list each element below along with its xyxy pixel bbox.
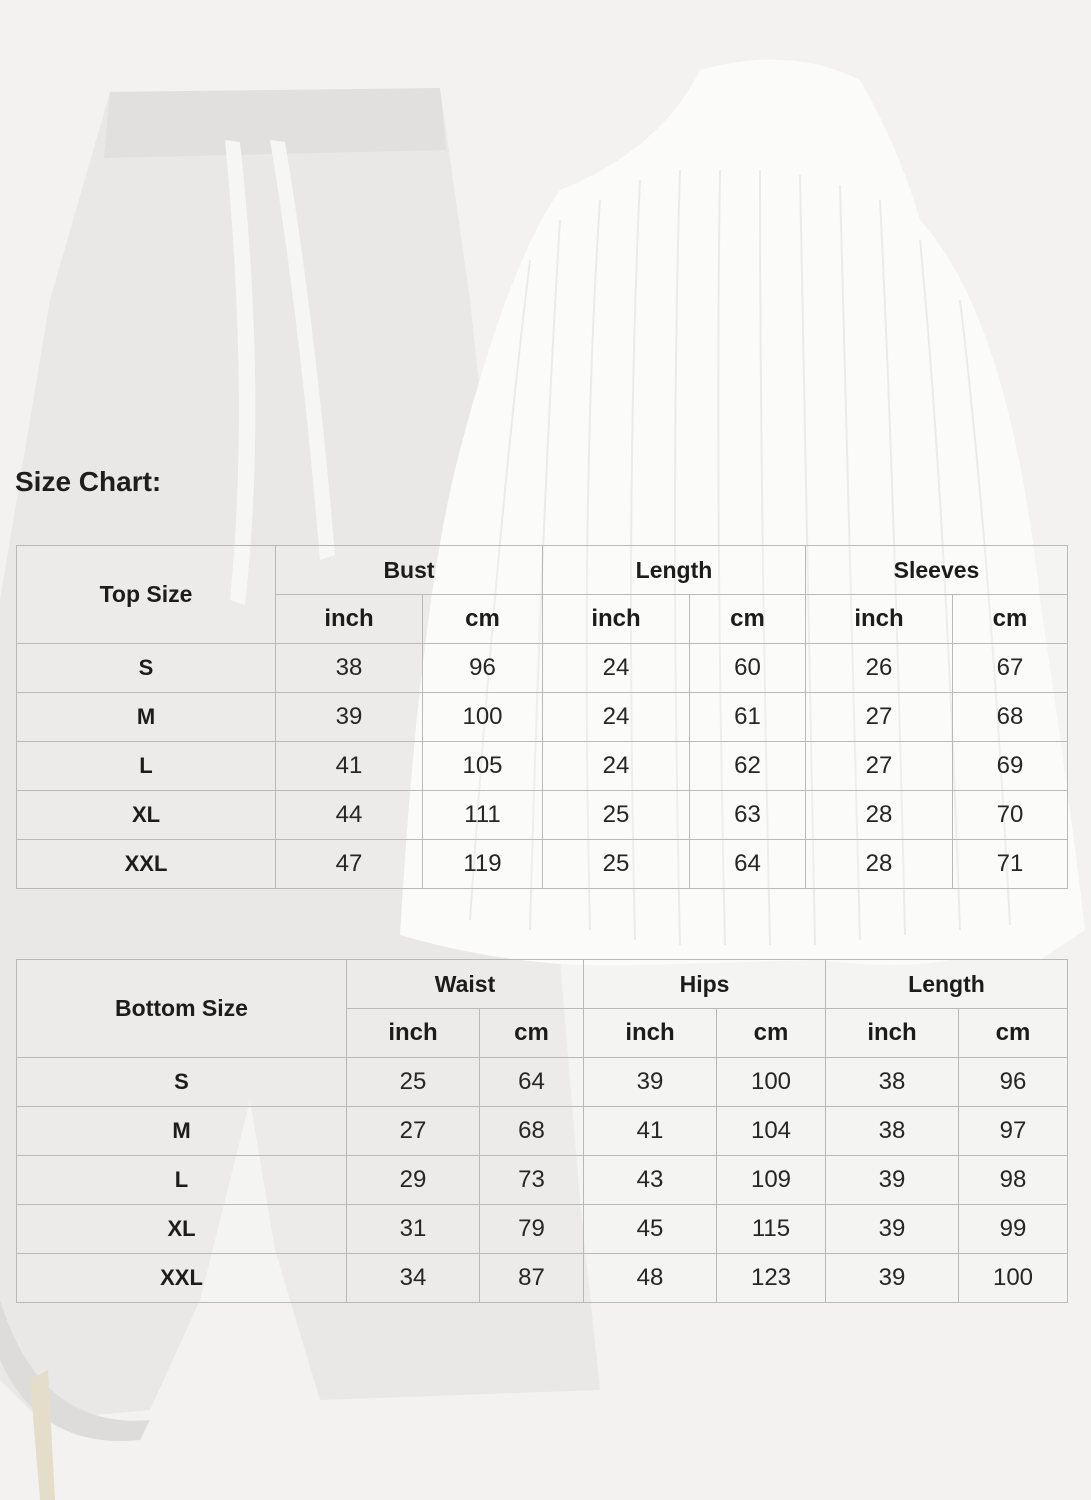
table-header-row [17, 960, 1068, 1009]
table-cell: 68 [953, 693, 1068, 742]
bottom-size-table [16, 959, 1068, 1303]
top-size-table [16, 545, 1068, 889]
table-cell: 39 [826, 1254, 959, 1303]
table-cell: 28 [806, 791, 953, 840]
unit-header: inch [826, 1009, 959, 1058]
table-cell: 24 [543, 693, 690, 742]
top-size-header: Top Size [17, 546, 276, 644]
table-header-row [17, 546, 1068, 595]
table-cell: 68 [480, 1107, 584, 1156]
size-label: XL [17, 791, 276, 840]
table-cell: 63 [690, 791, 806, 840]
size-label: XXL [17, 840, 276, 889]
table-cell: 24 [543, 742, 690, 791]
size-label: XXL [17, 1254, 347, 1303]
unit-header: cm [423, 595, 543, 644]
table-cell: 45 [584, 1205, 717, 1254]
table-cell: 73 [480, 1156, 584, 1205]
size-label: S [17, 1058, 347, 1107]
table-cell: 48 [584, 1254, 717, 1303]
table-cell: 79 [480, 1205, 584, 1254]
table-cell: 99 [959, 1205, 1068, 1254]
unit-header: inch [584, 1009, 717, 1058]
table-cell: 47 [276, 840, 423, 889]
table-cell: 96 [423, 644, 543, 693]
page-title: Size Chart: [15, 466, 162, 497]
unit-header: inch [543, 595, 690, 644]
sleeves-header: Sleeves [806, 546, 1068, 595]
table-row [17, 1107, 1068, 1156]
size-label: L [17, 1156, 347, 1205]
table-cell: 71 [953, 840, 1068, 889]
size-label: XL [17, 1205, 347, 1254]
table-cell: 104 [717, 1107, 826, 1156]
hips-header: Hips [584, 960, 826, 1009]
table-cell: 109 [717, 1156, 826, 1205]
table-cell: 25 [347, 1058, 480, 1107]
table-cell: 97 [959, 1107, 1068, 1156]
table-cell: 119 [423, 840, 543, 889]
table-row [17, 1254, 1068, 1303]
table-cell: 31 [347, 1205, 480, 1254]
table-cell: 44 [276, 791, 423, 840]
table-row [17, 693, 1068, 742]
table-cell: 25 [543, 840, 690, 889]
table-cell: 29 [347, 1156, 480, 1205]
table-cell: 28 [806, 840, 953, 889]
table-cell: 39 [826, 1156, 959, 1205]
table-cell: 38 [276, 644, 423, 693]
table-cell: 41 [276, 742, 423, 791]
table-cell: 60 [690, 644, 806, 693]
table-cell: 98 [959, 1156, 1068, 1205]
table-cell: 25 [543, 791, 690, 840]
table-cell: 62 [690, 742, 806, 791]
size-label: L [17, 742, 276, 791]
size-label: S [17, 644, 276, 693]
unit-header: cm [690, 595, 806, 644]
unit-header: cm [480, 1009, 584, 1058]
unit-header: inch [276, 595, 423, 644]
table-row [17, 1156, 1068, 1205]
unit-header: inch [806, 595, 953, 644]
table-cell: 115 [717, 1205, 826, 1254]
unit-header: cm [959, 1009, 1068, 1058]
table-row [17, 742, 1068, 791]
waist-header: Waist [347, 960, 584, 1009]
table-cell: 123 [717, 1254, 826, 1303]
table-row [17, 1205, 1068, 1254]
bottom-size-header: Bottom Size [17, 960, 347, 1058]
unit-header: inch [347, 1009, 480, 1058]
table-cell: 100 [717, 1058, 826, 1107]
table-cell: 27 [806, 742, 953, 791]
unit-header: cm [717, 1009, 826, 1058]
table-cell: 105 [423, 742, 543, 791]
length-header: Length [826, 960, 1068, 1009]
table-row [17, 644, 1068, 693]
table-cell: 67 [953, 644, 1068, 693]
table-cell: 96 [959, 1058, 1068, 1107]
size-label: M [17, 1107, 347, 1156]
length-header: Length [543, 546, 806, 595]
table-cell: 111 [423, 791, 543, 840]
table-cell: 38 [826, 1107, 959, 1156]
table-cell: 26 [806, 644, 953, 693]
table-cell: 69 [953, 742, 1068, 791]
table-cell: 38 [826, 1058, 959, 1107]
table-cell: 100 [959, 1254, 1068, 1303]
table-cell: 64 [480, 1058, 584, 1107]
table-cell: 39 [276, 693, 423, 742]
table-cell: 39 [584, 1058, 717, 1107]
table-cell: 24 [543, 644, 690, 693]
table-cell: 27 [347, 1107, 480, 1156]
table-cell: 100 [423, 693, 543, 742]
table-cell: 41 [584, 1107, 717, 1156]
table-cell: 64 [690, 840, 806, 889]
table-cell: 34 [347, 1254, 480, 1303]
bust-header: Bust [276, 546, 543, 595]
table-cell: 70 [953, 791, 1068, 840]
table-row [17, 1058, 1068, 1107]
size-label: M [17, 693, 276, 742]
table-cell: 87 [480, 1254, 584, 1303]
table-row [17, 840, 1068, 889]
table-cell: 61 [690, 693, 806, 742]
table-row [17, 791, 1068, 840]
table-cell: 27 [806, 693, 953, 742]
unit-header: cm [953, 595, 1068, 644]
table-cell: 39 [826, 1205, 959, 1254]
table-cell: 43 [584, 1156, 717, 1205]
